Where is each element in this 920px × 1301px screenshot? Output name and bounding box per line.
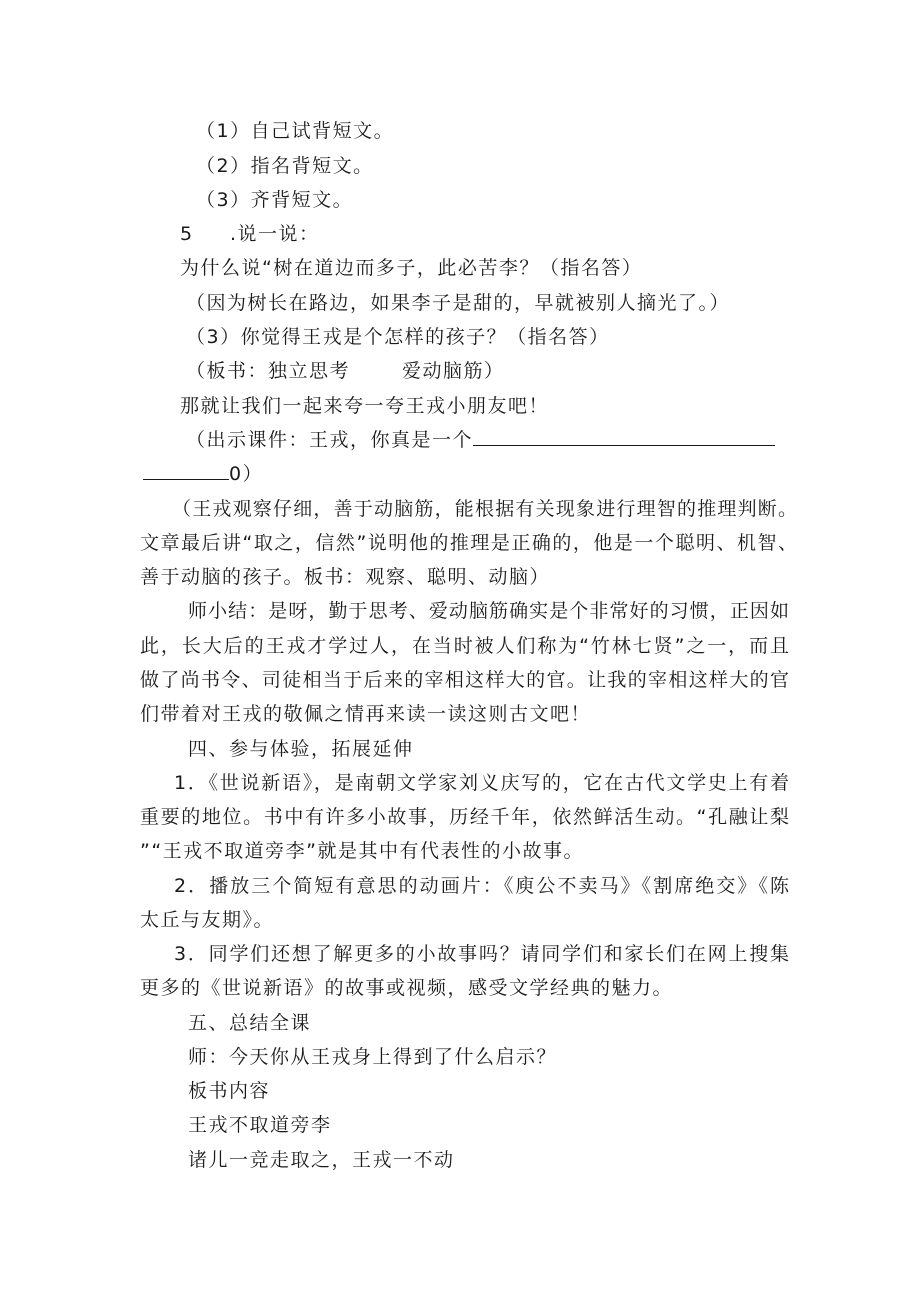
courseware-close: 0） [229, 463, 264, 485]
praise-line: 那就让我们一起来夸一夸王戎小朋友吧！ [180, 395, 550, 417]
section-5-summary-heading: 五、总结全课 [188, 1012, 312, 1034]
board-note-right: 爱动脑筋） [402, 360, 505, 382]
recite-step-2: （2）指名背短文。 [196, 155, 374, 177]
courseware-text: （出示课件：王戎，你真是一个 [186, 429, 474, 451]
fill-blank-continued [143, 461, 229, 480]
board-note-1 [186, 358, 505, 384]
recite-step-1: （1）自己试背短文。 [196, 120, 395, 142]
para2-line-1: 师小结：是呀，勤于思考、爱动脑筋确实是个非常好的习惯，正因如 [188, 600, 790, 622]
para1-line-3: 善于动脑的孩子。板书：观察、聪明、动脑） [140, 566, 551, 588]
section-4-heading: 四、参与体验，拓展延伸 [188, 738, 414, 760]
courseware-line-end [143, 461, 263, 487]
section-5-heading [180, 221, 320, 247]
item1-line-3: ”“王戎不取道旁李”就是其中有代表性的小故事。 [140, 840, 585, 862]
para2-line-4: 们带着对王戎的敬佩之情再来读一读这则古文吧！ [140, 703, 592, 725]
para1-line-1: （王戎观察仔细，善于动脑筋，能根据有关现象进行理智的推理判断。 [172, 498, 798, 520]
board-content-label: 板书内容 [188, 1080, 271, 1102]
item1-line-2: 重要的地位。书中有许多小故事，历经千年，依然鲜活生动。“孔融让梨 [140, 806, 790, 828]
item1-line-1: 1．《世说新语》，是南朝文学家刘义庆写的，它在古代文学史上有着 [174, 772, 790, 794]
section-number: 5 [180, 223, 194, 245]
board-note-left: （板书：独立思考 [186, 360, 351, 382]
question-line: 为什么说“树在道边而多子，此必苦李？（指名答） [180, 257, 643, 279]
fill-blank [473, 427, 775, 446]
question-3-line: （3）你觉得王戎是个怎样的孩子？（指名答） [186, 326, 610, 348]
item2-line-1: 2．播放三个简短有意思的动画片：《庾公不卖马》《割席绝交》《陈 [174, 875, 790, 897]
answer-line: （因为树长在路边，如果李子是甜的，早就被别人摘光了。） [186, 292, 731, 314]
para1-line-2: 文章最后讲“取之，信然”说明他的推理是正确的，他是一个聪明、机智、 [140, 532, 798, 554]
courseware-line [186, 427, 775, 453]
item2-line-2: 太丘与友期》。 [140, 909, 275, 931]
para2-line-2: 此，长大后的王戎才学过人，在当时被人们称为“竹林七贤”之一，而且 [140, 635, 790, 657]
board-line: 诸儿一竞走取之，王戎一不动 [188, 1149, 455, 1171]
recite-step-3: （3）齐背短文。 [196, 189, 354, 211]
para2-line-3: 做了尚书令、司徒相当于后来的宰相这样大的官。让我的宰相这样大的官 [140, 669, 790, 691]
item3-line-2: 更多的《世说新语》的故事或视频，感受文学经典的魅力。 [140, 977, 674, 999]
section-title: .说一说： [230, 223, 320, 245]
item3-line-1: 3．同学们还想了解更多的小故事吗？请同学们和家长们在网上搜集 [174, 943, 790, 965]
teacher-question: 师：今天你从王戎身上得到了什么启示？ [188, 1046, 558, 1068]
board-title: 王戎不取道旁李 [188, 1114, 332, 1136]
